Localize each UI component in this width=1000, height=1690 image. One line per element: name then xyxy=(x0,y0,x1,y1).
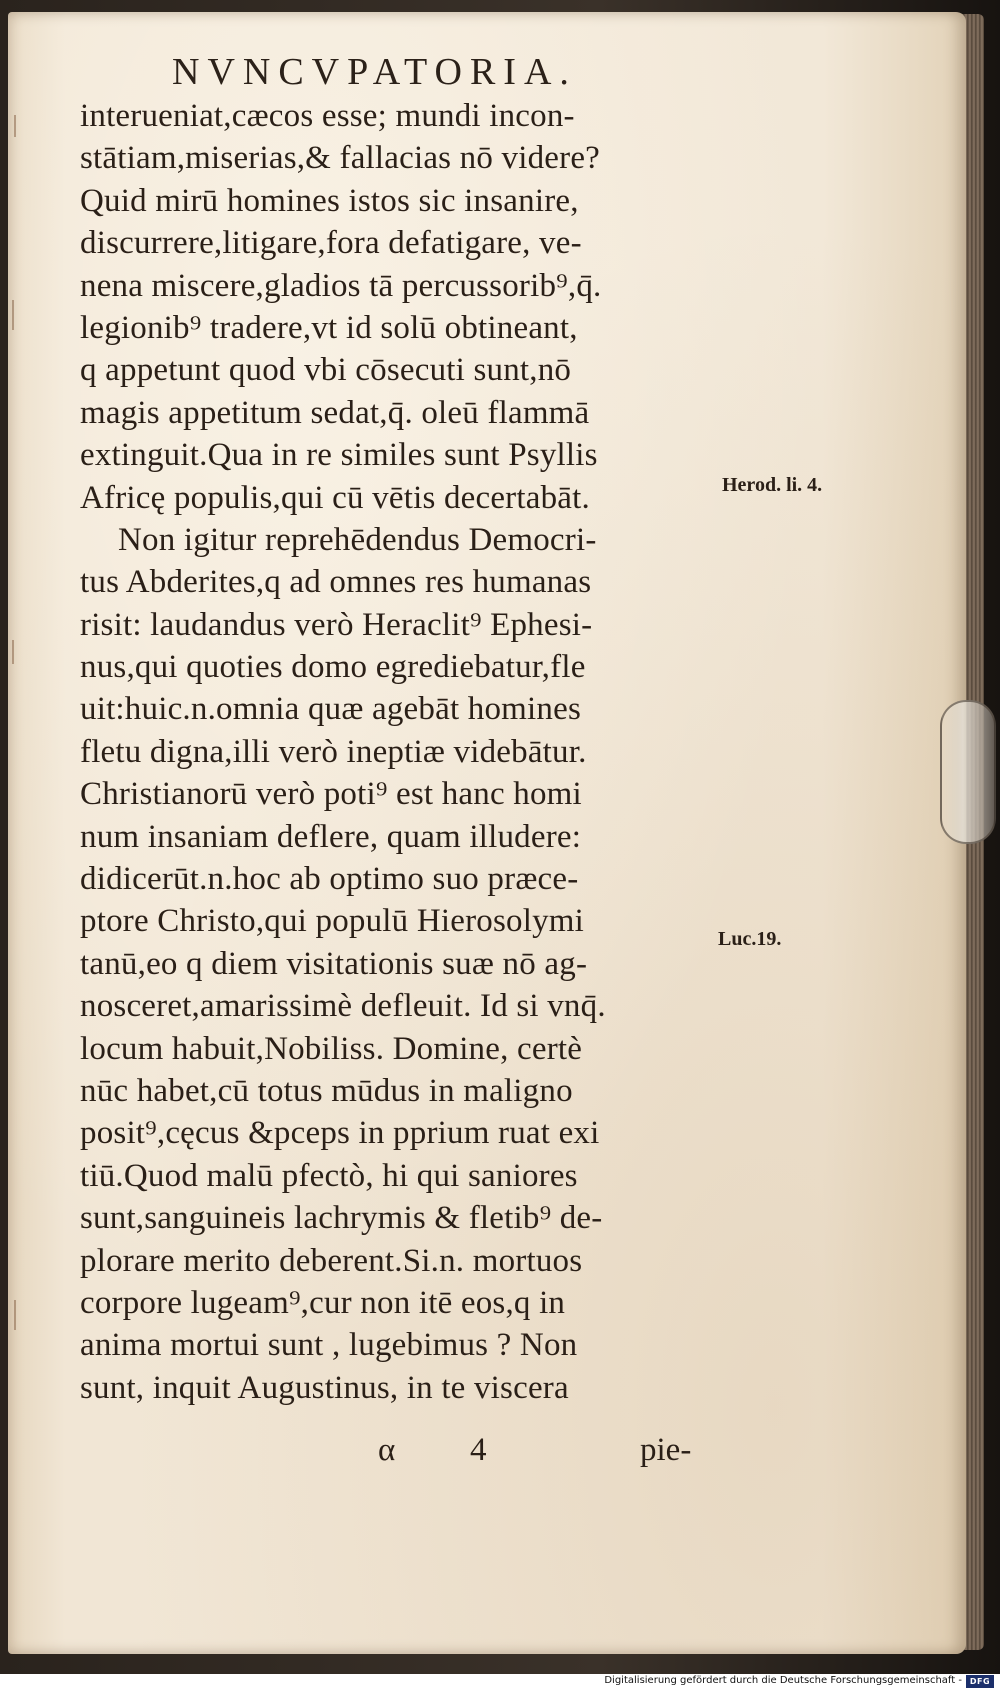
marginal-note-luke: Luc.19. xyxy=(718,928,782,950)
text-line: legionib⁹ tradere,vt id solū obtineant, xyxy=(80,309,578,346)
text-line: discurrere,litigare,fora defatigare, ve- xyxy=(80,225,582,262)
text-line: sunt,sanguineis lachrymis & fletib⁹ de- xyxy=(80,1200,603,1237)
text-line: sunt, inquit Augustinus, in te viscera xyxy=(80,1369,569,1406)
text-line: stātiam,miserias,& fallacias nō videre? xyxy=(80,140,601,177)
text-line: q appetunt quod vbi cōsecuti sunt,nō xyxy=(80,352,572,389)
text-line: locum habuit,Nobiliss. Domine, certè xyxy=(80,1030,583,1067)
catchword: pie- xyxy=(640,1432,692,1468)
text-line: nosceret,amarissimè defleuit. Id si vnq̄. xyxy=(80,988,606,1025)
text-line: nūc habet,cū totus mūdus in maligno xyxy=(80,1072,573,1109)
margin-mark xyxy=(14,1300,16,1330)
dfg-logo: DFG xyxy=(966,1675,994,1688)
text-line: didicerūt.n.hoc ab optimo suo præce- xyxy=(80,861,579,898)
margin-mark xyxy=(12,300,14,330)
text-line: uit:huic.n.omnia quæ agebāt homines xyxy=(80,691,582,728)
margin-mark xyxy=(12,640,14,664)
text-line: plorare merito deberent.Si.n. mortuos xyxy=(80,1242,583,1279)
text-line: anima mortui sunt , lugebimus ? Non xyxy=(80,1327,578,1364)
text-line: num insaniam deflere, quam illudere: xyxy=(80,818,582,855)
signature-number: 4 xyxy=(470,1432,487,1468)
text-line: fletu digna,illi verò ineptiæ videbātur. xyxy=(80,733,587,770)
signature-mark: α xyxy=(378,1432,396,1468)
running-head: NVNCVPATORIA. xyxy=(172,51,577,93)
text-line: Christianorū verò poti⁹ est hanc homi xyxy=(80,776,582,813)
text-line: Non igitur reprehēdendus Democri- xyxy=(118,521,597,558)
body-text xyxy=(80,95,720,1409)
marginal-note-herodotus: Herod. li. 4. xyxy=(722,474,823,496)
text-line: nena miscere,gladios tā percussorib⁹,q̄. xyxy=(80,267,602,304)
text-line: extinguit.Qua in re similes sunt Psyllis xyxy=(80,437,598,474)
text-line: tanū,eo q diem visitationis suæ nō ag- xyxy=(80,945,588,982)
text-line: corpore lugeam⁹,cur non itē eos,q in xyxy=(80,1284,566,1321)
text-line: tus Abderites,q ad omnes res humanas xyxy=(80,564,592,601)
text-line: nus,qui quoties domo egrediebatur,fle xyxy=(80,649,586,686)
text-line: posit⁹,cęcus &pceps in pprium ruat exi xyxy=(80,1115,600,1152)
text-line: tiū.Quod malū pfectò, hi qui saniores xyxy=(80,1157,578,1194)
text-line: interueniat,cæcos esse; mundi incon- xyxy=(80,98,575,134)
page-clip xyxy=(940,700,996,844)
text-line: ptore Christo,qui populū Hierosolymi xyxy=(80,903,585,940)
digitization-credit: Digitalisierung gefördert durch die Deutsche Forschungsgemeinschaft - xyxy=(604,1675,962,1686)
text-line: risit: laudandus verò Heraclit⁹ Ephesi- xyxy=(80,606,593,643)
text-line: Quid mirū homines istos sic insanire, xyxy=(80,182,579,219)
text-line: magis appetitum sedat,q̄. oleū flammā xyxy=(80,394,590,431)
margin-mark xyxy=(14,115,16,137)
text-line: Africę populis,qui cū vētis decertabāt. xyxy=(80,479,590,516)
